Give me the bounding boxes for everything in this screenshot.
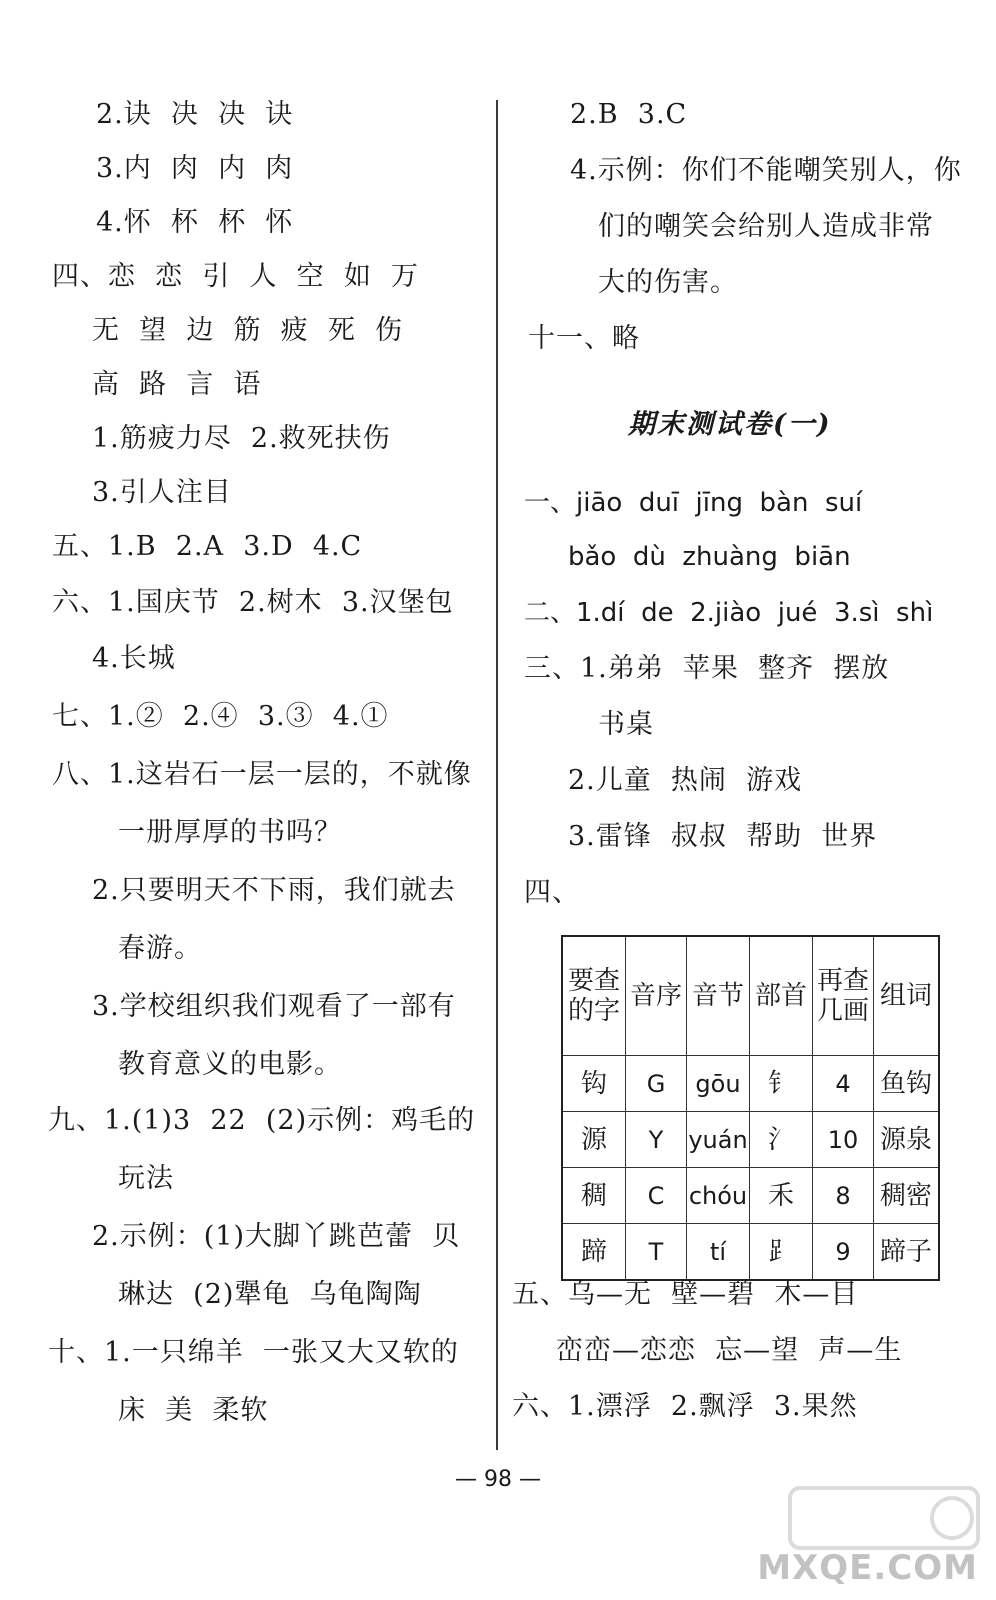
table-row: [562, 1224, 939, 1281]
answer-line: 二、1.dí de 2.jiào jué 3.sì shì: [524, 598, 934, 628]
answer-line: 三、1.弟弟 苹果 整齐 摆放: [524, 653, 890, 684]
table-cell: Y: [626, 1112, 687, 1168]
answer-line: 3.学校组织我们观看了一部有: [92, 991, 456, 1022]
table-cell: chóu: [687, 1168, 750, 1224]
table-header-cell: 音序: [626, 936, 687, 1056]
table-header-cell: 音节: [687, 936, 750, 1056]
answer-line: 琳达 (2)犟龟 乌龟陶陶: [118, 1279, 422, 1310]
answer-line: 2.B 3.C: [570, 99, 688, 130]
answer-line: 书桌: [598, 709, 654, 740]
table-row: [562, 1168, 939, 1224]
answer-line: 教育意义的电影。: [118, 1049, 342, 1080]
answer-line: 六、1.国庆节 2.树木 3.汉堡包: [52, 587, 454, 618]
answer-line: 3.引人注目: [92, 477, 232, 508]
answer-line: bǎo dù zhuàng biān: [568, 542, 851, 572]
answer-line: 2.只要明天不下雨，我们就去: [92, 875, 456, 906]
answer-line: 峦峦—恋恋 忘—望 声—生: [556, 1335, 903, 1366]
answer-line: 4.怀 杯 杯 怀: [96, 207, 294, 238]
answer-line: 2.儿童 热闹 游戏: [568, 765, 803, 796]
column-divider: [496, 100, 498, 1450]
answer-line: 床 美 柔软: [118, 1395, 269, 1426]
table-cell: 鱼钩: [874, 1056, 940, 1112]
answer-line: 3.雷锋 叔叔 帮助 世界: [568, 821, 878, 852]
table-cell: 9: [813, 1224, 874, 1281]
table-header-cell: 要查的字: [562, 936, 626, 1056]
table-cell: 源泉: [874, 1112, 940, 1168]
table-cell: 稠密: [874, 1168, 940, 1224]
dictionary-lookup-table: [561, 935, 940, 1281]
answer-line: 们的嘲笑会给别人造成非常: [598, 211, 934, 242]
answer-line: 1.筋疲力尽 2.救死扶伤: [92, 423, 391, 454]
watermark-text: MXQE.COM: [757, 1548, 978, 1588]
table-row: [562, 1112, 939, 1168]
table-cell: 钩: [562, 1056, 626, 1112]
answer-line: 六、1.漂浮 2.飘浮 3.果然: [512, 1391, 858, 1422]
table-cell: 蹄子: [874, 1224, 940, 1281]
answer-line: 十、1.一只绵羊 一张又大又软的: [48, 1337, 459, 1368]
answer-line: 五、1.B 2.A 3.D 4.C: [52, 531, 363, 562]
table-cell: ⻊: [750, 1224, 813, 1281]
table-cell: tí: [687, 1224, 750, 1281]
answer-line: 3.内 肉 内 肉: [96, 153, 294, 184]
answer-line: 四、恋 恋 引 人 空 如 万: [52, 261, 419, 292]
answer-line: 4.长城: [92, 643, 176, 674]
table-cell: 10: [813, 1112, 874, 1168]
answer-line: 一、jiāo duī jīng bàn suí: [524, 488, 863, 518]
answer-line: 4.示例：你们不能嘲笑别人，你: [570, 155, 962, 186]
table-row: [562, 1056, 939, 1112]
table-cell: T: [626, 1224, 687, 1281]
table-header-cell: 部首: [750, 936, 813, 1056]
answer-line: 大的伤害。: [598, 267, 738, 298]
answer-line: 七、1.② 2.④ 3.③ 4.①: [52, 701, 389, 732]
answer-line: 四、: [524, 877, 580, 908]
table-header-cell: 再查几画: [813, 936, 874, 1056]
table-cell: C: [626, 1168, 687, 1224]
answer-line: 无 望 边 筋 疲 死 伤: [92, 315, 403, 346]
table-cell: G: [626, 1056, 687, 1112]
answer-line: 八、1.这岩石一层一层的，不就像: [52, 759, 472, 790]
table-cell: 禾: [750, 1168, 813, 1224]
table-cell: 稠: [562, 1168, 626, 1224]
answer-line: 春游。: [118, 933, 202, 964]
table-cell: 氵: [750, 1112, 813, 1168]
answer-line: 十一、略: [528, 323, 640, 354]
section-heading: 期末测试卷(一): [628, 409, 832, 440]
answer-line: 五、乌—无 壁—碧 木—目: [512, 1279, 859, 1310]
table-cell: 4: [813, 1056, 874, 1112]
answer-line: 一册厚厚的书吗？: [118, 817, 342, 848]
table-cell: 蹄: [562, 1224, 626, 1281]
table-cell: 8: [813, 1168, 874, 1224]
table-cell: yuán: [687, 1112, 750, 1168]
answer-line: 九、1.(1)3 22 (2)示例：鸡毛的: [48, 1105, 476, 1136]
page-number: — 98 —: [455, 1467, 541, 1492]
table-cell: 钅: [750, 1056, 813, 1112]
answer-line: 高 路 言 语: [92, 369, 262, 400]
answer-line: 2.示例：(1)大脚丫跳芭蕾 贝: [92, 1221, 461, 1252]
answer-line: 玩法: [118, 1163, 174, 1194]
table-header-cell: 组词: [874, 936, 940, 1056]
answer-line: 2.诀 决 决 诀: [96, 99, 294, 130]
table-cell: 源: [562, 1112, 626, 1168]
table-cell: gōu: [687, 1056, 750, 1112]
table-header-row: [562, 936, 939, 1056]
